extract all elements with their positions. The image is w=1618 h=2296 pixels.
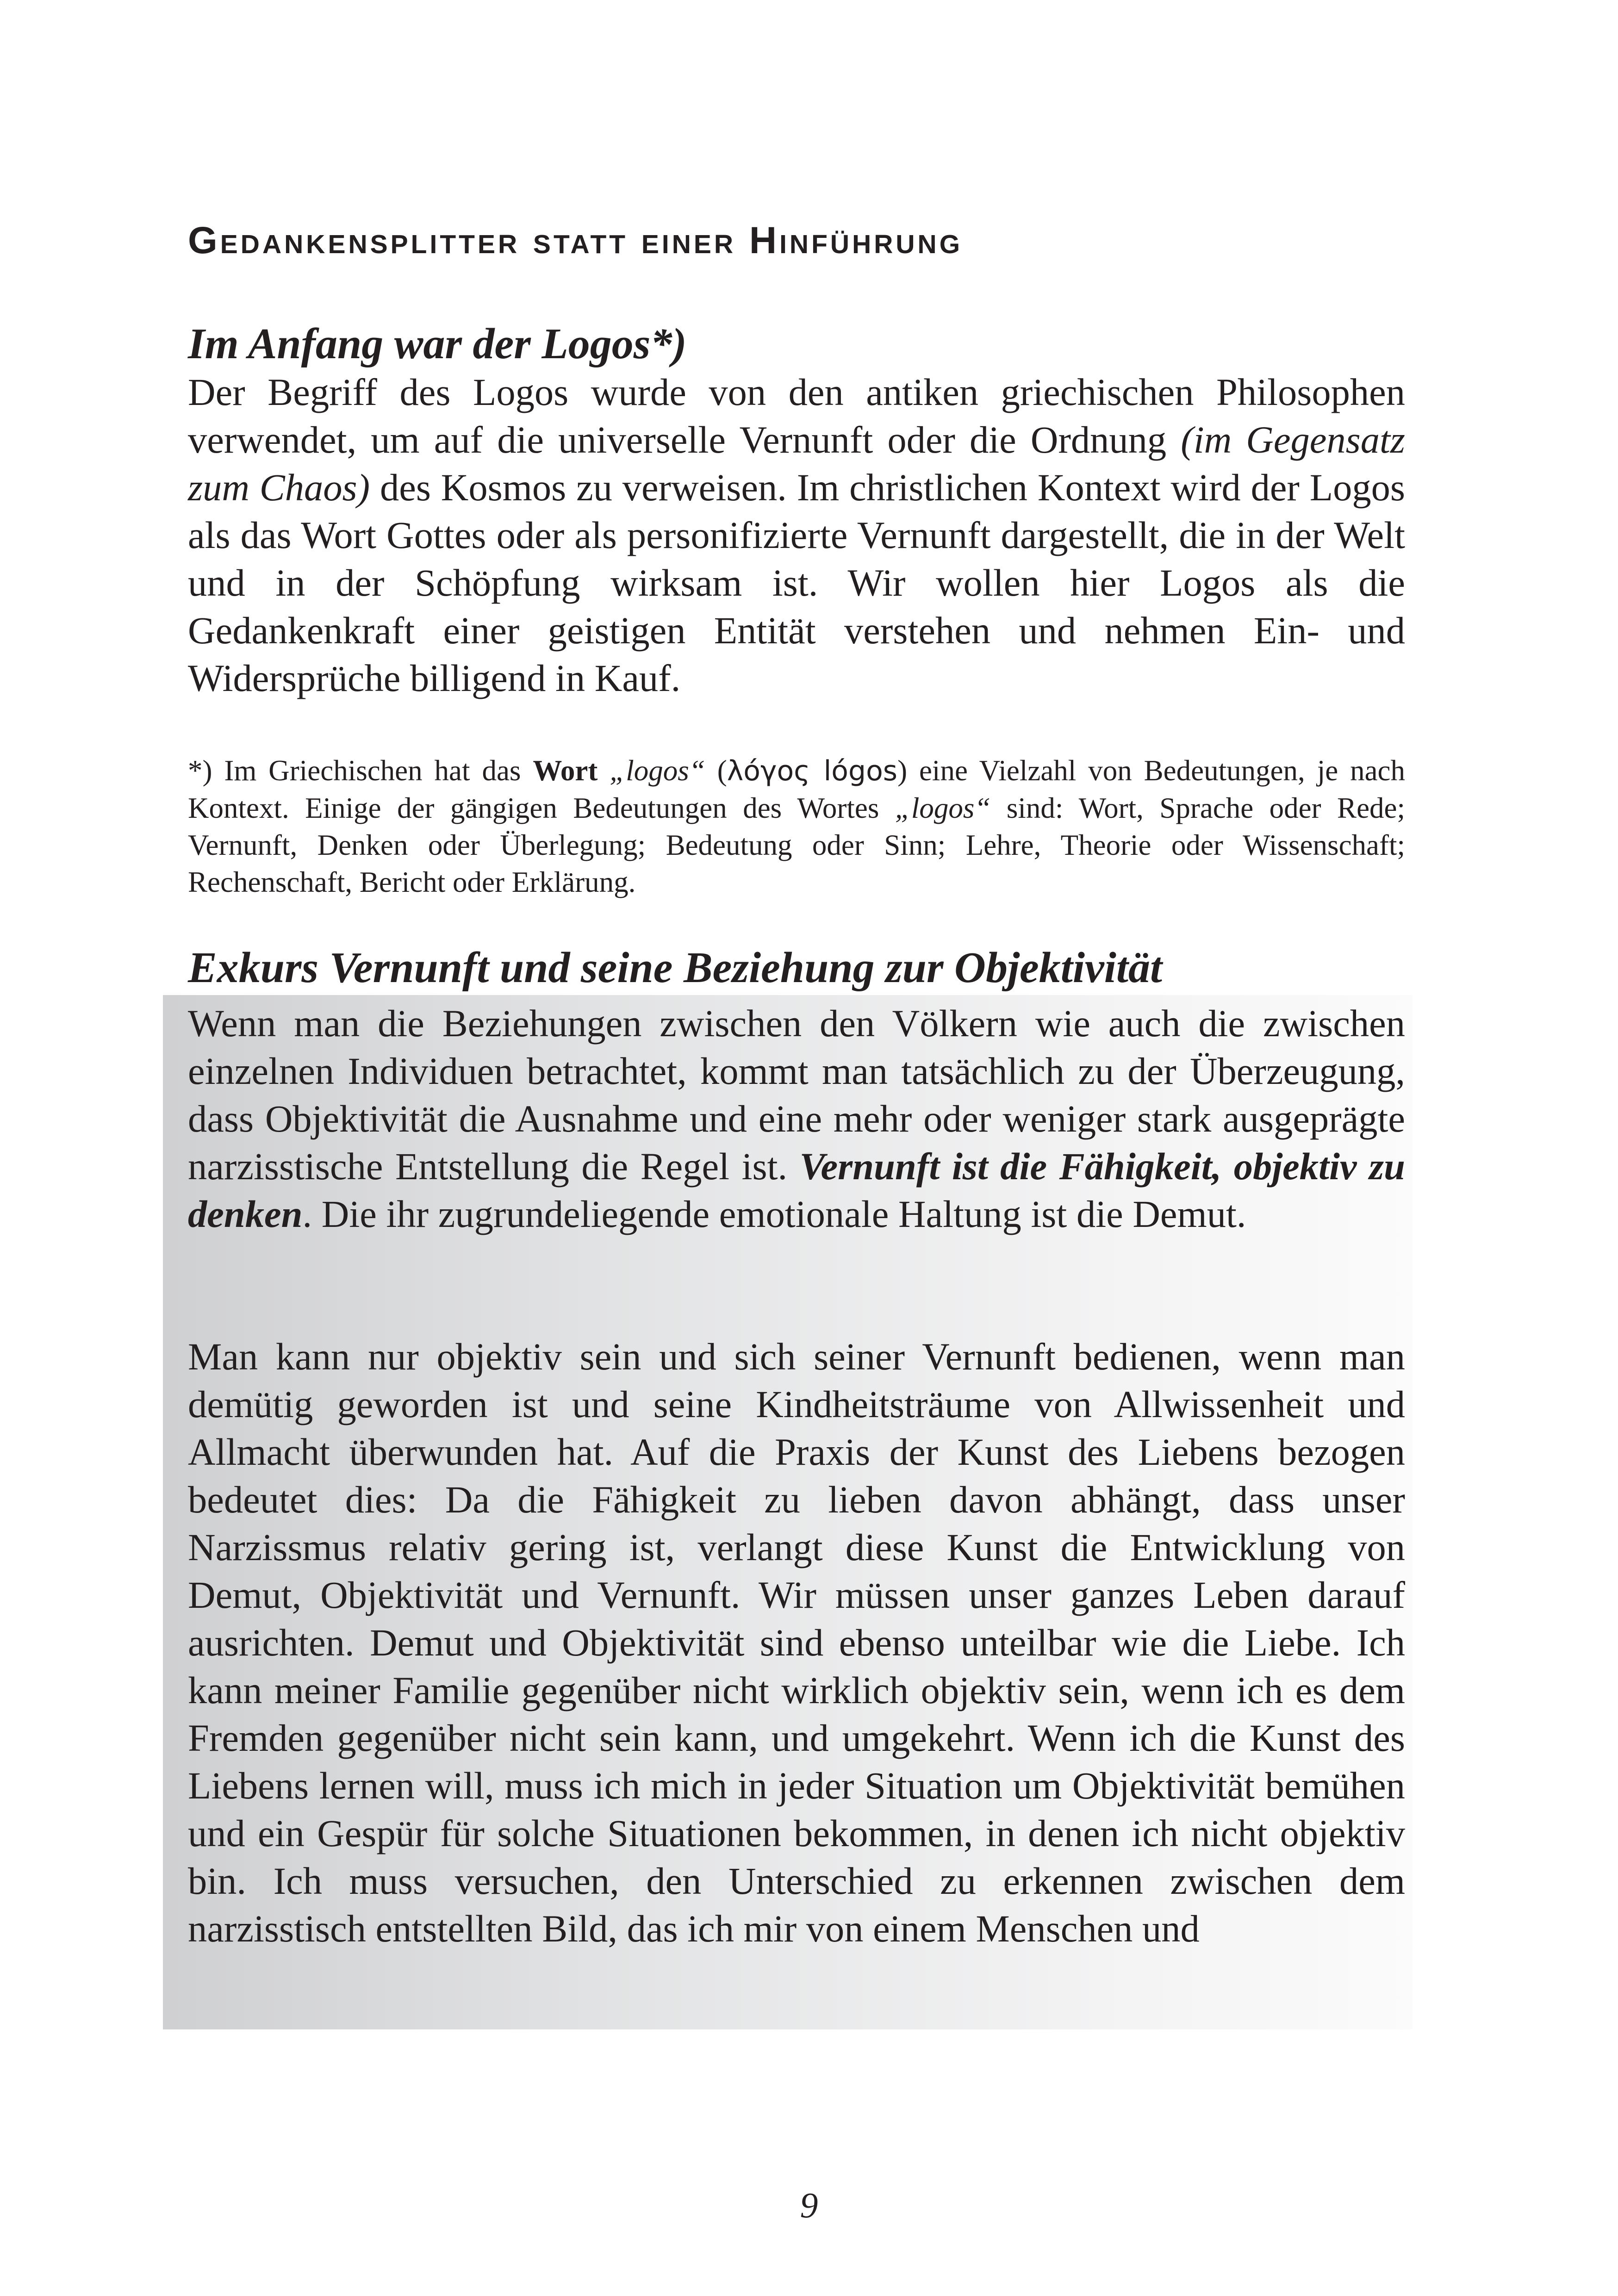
footnote-greek-open: ( — [705, 754, 727, 787]
footnote — [188, 752, 1405, 901]
page-number: 9 — [800, 2185, 818, 2225]
footnote-prefix: *) Im Griechischen hat das — [188, 754, 533, 787]
exkurs-paragraph-1-text-b: . Die ihr zugrundeliegende emotionale Haltung ist die Demut. — [302, 1193, 1246, 1235]
exkurs-paragraph-1-text-a: Wenn man die Beziehungen zwischen den Völkern wie auch die zwischen einzelnen Individuen betrachtet, kommt man tatsächlich zu der Überzeugung, dass Objektivität die Ausnahme und eine mehr oder weniger stark ausgeprägte narzisstische Entstellung die Regel ist. — [188, 1002, 1405, 1188]
logos-paragraph-italic: (im Gegensatz zum Chaos) — [188, 418, 1405, 509]
exkurs-section-heading: Exkurs Vernunft und seine Beziehung zur Objektivität — [188, 944, 1163, 992]
logos-paragraph-text-a: Der Begriff des Logos wurde von den antiken griechischen Philosophen verwendet, um auf die universelle Vernunft oder die Ordnung — [188, 371, 1405, 461]
logos-paragraph-text-b: des Kosmos zu verweisen. Im christlichen Kontext wird der Logos als das Wort Gottes oder als personifizierte Vernunft dargestellt, die in der Welt und in der Schöpfung wirksam ist. Wir wollen hier Logos als die Gedankenkraft einer geistigen Entität verstehen und nehmen Ein- und Widersprüche billigend in Kauf. — [188, 466, 1405, 699]
footnote-greek: λόγος lógos — [727, 755, 898, 787]
exkurs-emphasis: Vernunft ist die Fähigkeit, objektiv zu denken — [188, 1145, 1405, 1235]
chapter-heading: Gedankensplitter statt einer Hinführung — [188, 219, 963, 261]
footnote-text-1: ) eine Vielzahl von Bedeutungen, je nach Kontext. Einige der gängigen Bedeutungen des Wortes — [188, 754, 1406, 824]
footnote-logos-quoted-2: „logos“ — [895, 792, 991, 824]
logos-section-heading: Im Anfang war der Logos*) — [188, 320, 687, 368]
footnote-logos-quoted-1: „logos“ — [610, 754, 705, 787]
footnote-word: Wort — [533, 754, 598, 787]
exkurs-paragraph-2: Man kann nur objektiv sein und sich seiner Vernunft bedienen, wenn man demütig geworden ist und seine Kindheitsträume von Allwissenheit und Allmacht überwunden hat. Auf die Praxis der Kunst des Liebens bezogen bedeutet dies: Da die Fähigkeit zu lieben davon abhängt, dass unser Narzissmus relativ gering ist, verlangt diese Kunst die Entwicklung von Demut, Objektivität und Vernunft. Wir müssen unser ganzes Leben darauf ausrichten. Demut und Objektivität sind ebenso unteilbar wie die Liebe. Ich kann meiner Familie gegenüber nicht wirklich objektiv sein, wenn ich es dem Fremden gegenüber nicht sein kann, und umgekehrt. Wenn ich die Kunst des Liebens lernen will, muss ich mich in jeder Situation um Objektivität bemühen und ein Gespür für solche Situationen bekommen, in denen ich nicht objektiv bin. Ich muss versuchen, den Unterschied zu erkennen zwischen dem narzisstisch entstellten Bild, das ich mir von einem Menschen und — [188, 1335, 1405, 1950]
exkurs-paragraph-1 — [188, 1000, 1405, 1238]
footnote-text-2: sind: Wort, Sprache oder Rede; Vernunft, Denken oder Überlegung; Bedeutung oder Sinn; Lehre, Theorie oder Wissenschaft; Rechenschaft, Bericht oder Erklärung. — [188, 792, 1405, 898]
logos-paragraph — [188, 368, 1405, 702]
